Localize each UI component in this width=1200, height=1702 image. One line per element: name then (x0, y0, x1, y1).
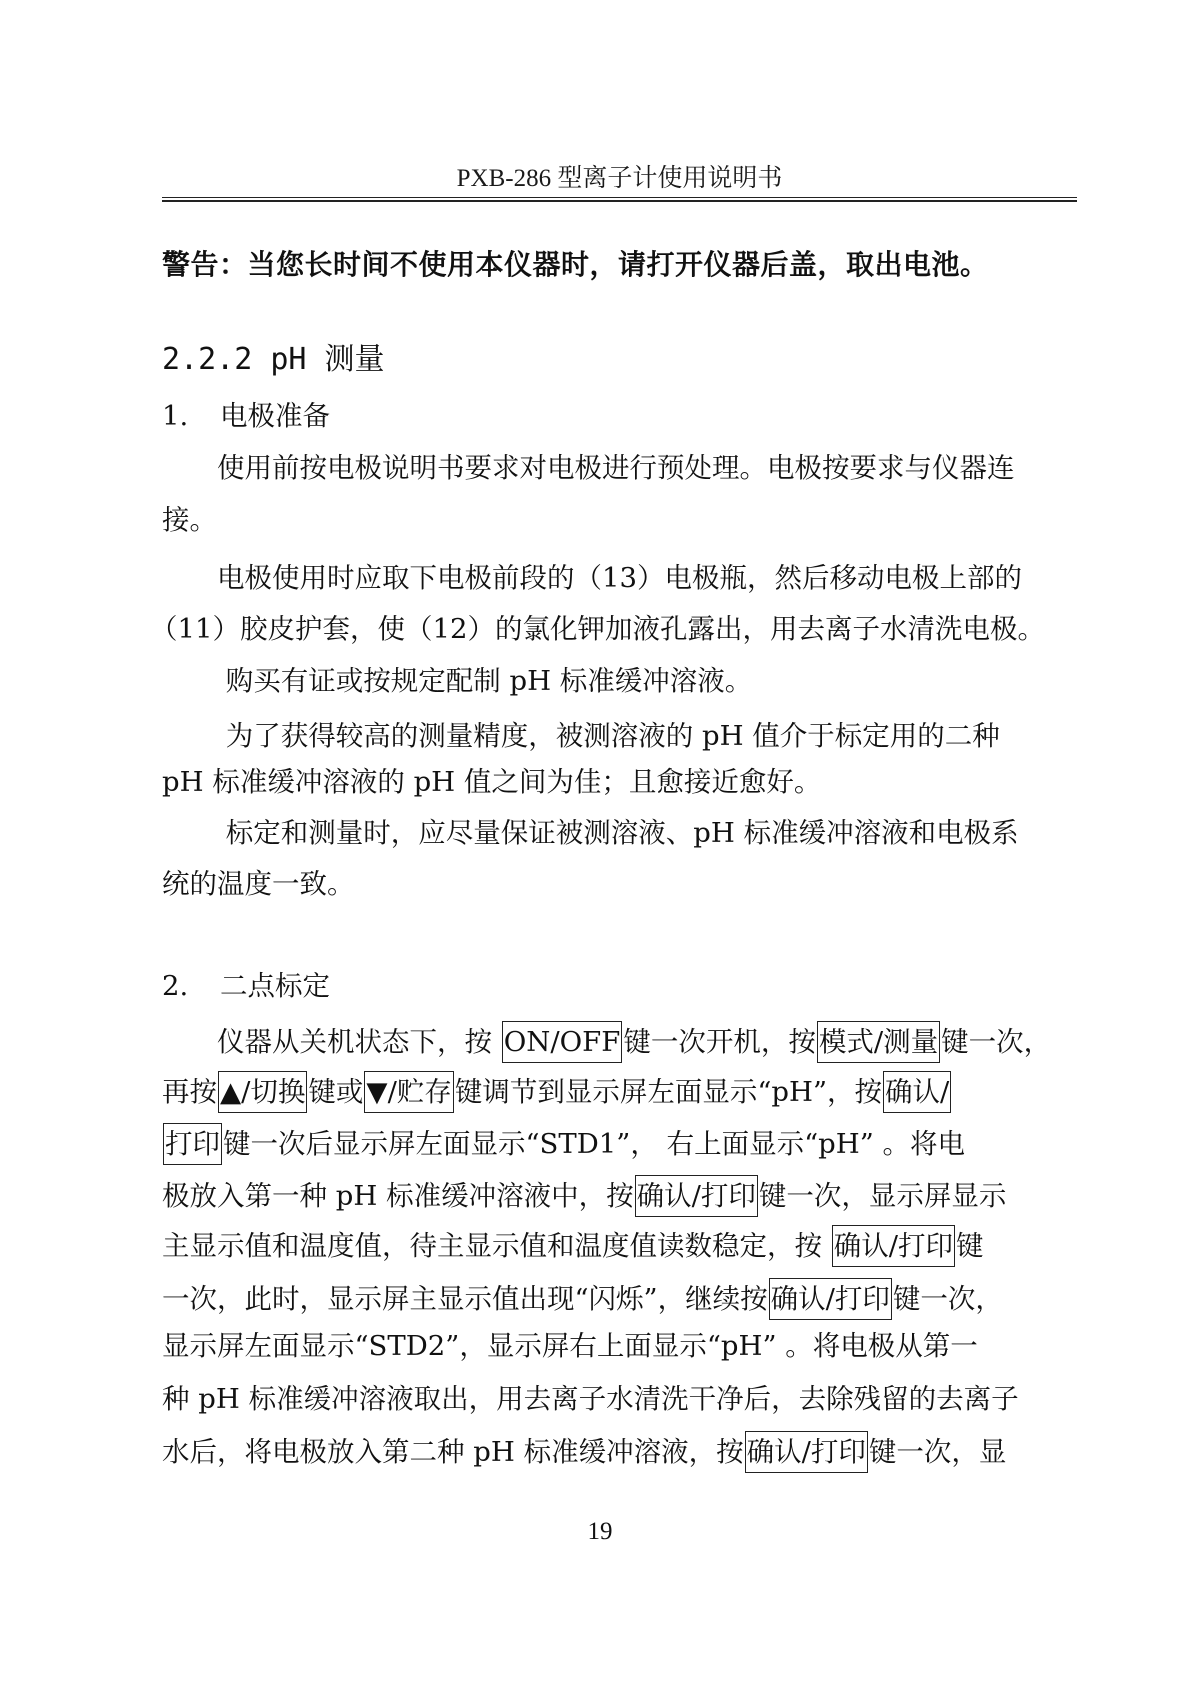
paragraph-line: （11）胶皮护套，使（12）的氯化钾加液孔露出，用去离子水清洗电极。 (150, 613, 1045, 645)
page-header-title: PXB-286 型离子计使用说明书 (456, 165, 783, 192)
paragraph-line: 水后，将电极放入第二种 pH 标准缓冲溶液，按 确认/打印 键一次，显 (162, 1431, 1006, 1473)
paragraph-line: 极放入第一种 pH 标准缓冲溶液中，按 确认/打印 键一次，显示屏显示 (162, 1175, 1006, 1217)
confirm-print-key-label: 确认/ (883, 1071, 951, 1113)
paragraph-line: 电极使用时应取下电极前段的（13）电极瓶，然后移动电极上部的 (162, 562, 1022, 594)
confirm-print-key-label: 确认/打印 (769, 1278, 892, 1320)
paragraph-line: 统的温度一致。 (162, 868, 355, 900)
paragraph-line: 显示屏左面显示“STD2”，显示屏右上面显示“pH” 。将电极从第一 (162, 1330, 978, 1362)
subsection-heading-2 (162, 968, 330, 1004)
subsection-title: 二点标定 (220, 970, 330, 1002)
paragraph-line: 仪器从关机状态下，按 ON/OFF 键一次开机，按 模式/测量 键一次， (162, 1021, 1051, 1063)
warning-text: 警告：当您长时间不使用本仪器时，请打开仪器后盖，取出电池。 (162, 248, 989, 281)
paragraph-line: 种 pH 标准缓冲溶液取出，用去离子水清洗干净后，去除残留的去离子 (162, 1383, 1019, 1415)
paragraph-line: 为了获得较高的测量精度，被测溶液的 pH 值介于标定用的二种 (162, 720, 1000, 752)
header-rule (162, 197, 1077, 198)
paragraph-line: 购买有证或按规定配制 pH 标准缓冲溶液。 (162, 665, 753, 697)
page-number: 19 (587, 1518, 613, 1545)
paragraph-line: 打印 键一次后显示屏左面显示“STD1”， 右上面显示“pH” 。将电 (162, 1123, 965, 1165)
paragraph-line: pH 标准缓冲溶液的 pH 值之间为佳；且愈接近愈好。 (162, 766, 822, 798)
paragraph-line: 再按 ▲/切换 键或 ▼/贮存 键调节到显示屏左面显示“pH”，按 确认/ (162, 1071, 952, 1113)
mode-measure-key-label: 模式/测量 (817, 1021, 940, 1063)
paragraph-line: 标定和测量时，应尽量保证被测溶液、pH 标准缓冲溶液和电极系 (162, 817, 1019, 849)
paragraph-line: 一次，此时，显示屏主显示值出现“闪烁”，继续按 确认/打印 键一次， (162, 1278, 1003, 1320)
paragraph-line: 使用前按电极说明书要求对电极进行预处理。电极按要求与仪器连 (162, 452, 1015, 484)
paragraph-line: 接。 (162, 504, 217, 536)
confirm-print-key-label: 确认/打印 (832, 1225, 955, 1267)
subsection-heading-1 (162, 398, 330, 434)
down-store-key-label: ▼/贮存 (364, 1071, 453, 1113)
subsection-number: 1. (162, 400, 189, 432)
subsection-number: 2. (162, 970, 189, 1002)
up-switch-key-label: ▲/切换 (218, 1071, 307, 1113)
paragraph-line: 主显示值和温度值，待主显示值和温度值读数稳定，按 确认/打印 键 (162, 1225, 984, 1267)
on-off-key-label: ON/OFF (502, 1021, 623, 1063)
subsection-title: 电极准备 (220, 400, 330, 432)
confirm-print-key-label: 确认/打印 (745, 1431, 868, 1473)
section-heading: 2.2.2 pH 测量 (162, 342, 385, 377)
confirm-print-key-label: 确认/打印 (635, 1175, 758, 1217)
confirm-print-key-label: 打印 (163, 1123, 222, 1165)
